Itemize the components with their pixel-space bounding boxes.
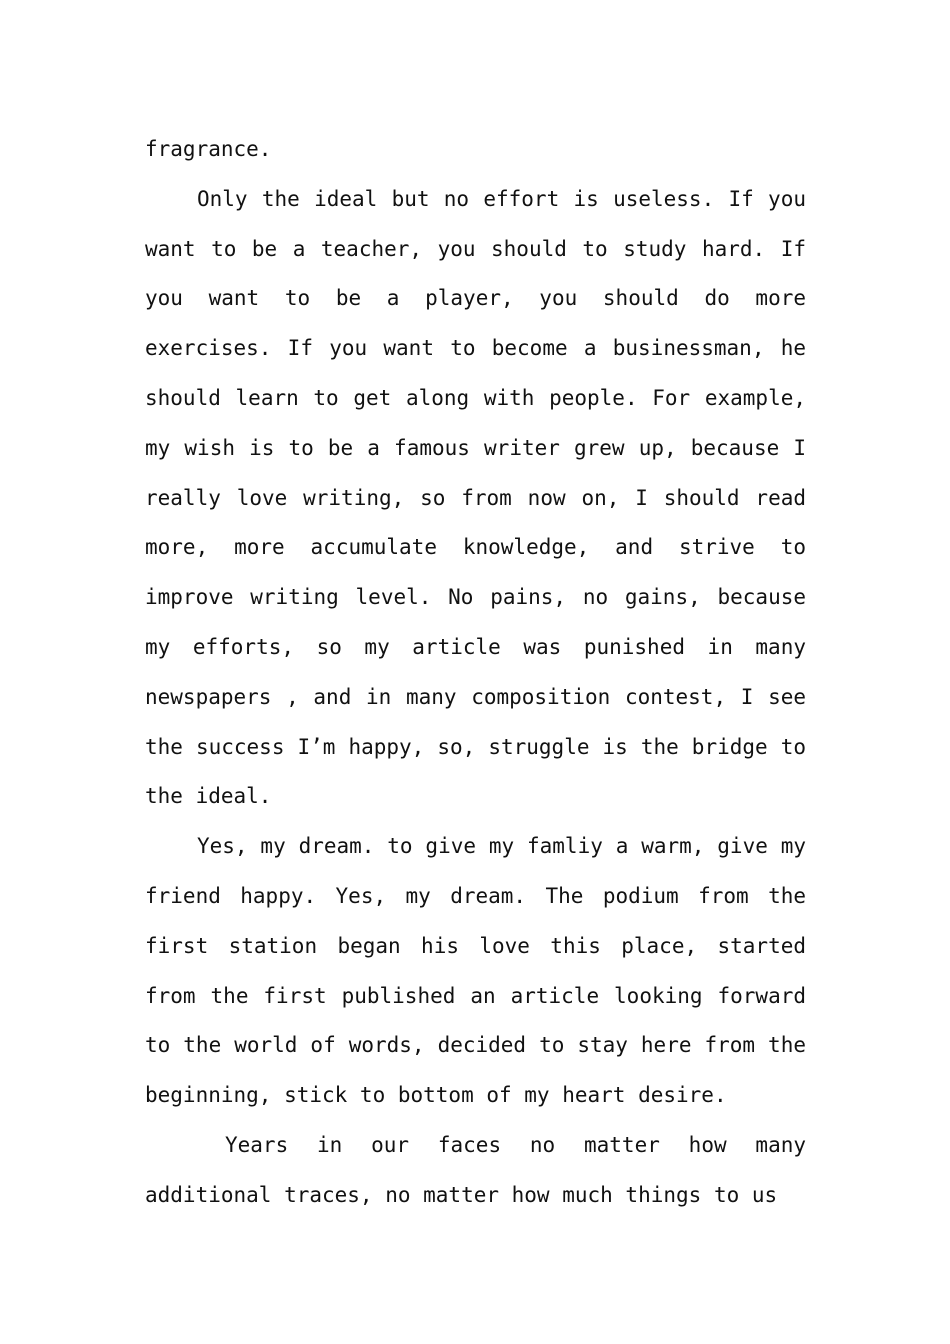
paragraph-ideal-effort: Only the ideal but no effort is useless. If you want to be a teacher, you should to study hard. If you want to be a player, you should do more exercises. If you want to become a businessman, he should learn to get along with people. For example, my wish is to be a famous writer grew up, because I really love writing, so from now on, I should read more, more accumulate knowledge, and strive to improve writing level. No pains, no gains, because my efforts, so my article was punished in many newspapers , and in many composition contest, I see the success I’m happy, so, struggle is the bridge to the ideal. [145,186,806,809]
paragraph-my-dream: Yes, my dream. to give my famliy a warm, give my friend happy. Yes, my dream. The podium from the first station began his love this place, started from the first published an article looking forward to the world of words, decided to stay here from the beginning, stick to bottom of my heart desire. [145,834,806,1108]
paragraph-years: Years in our faces no matter how many additional traces, no matter how much things to us [145,1132,806,1207]
paragraph-continuation: fragrance. [145,137,272,161]
document-body [145,125,806,1221]
